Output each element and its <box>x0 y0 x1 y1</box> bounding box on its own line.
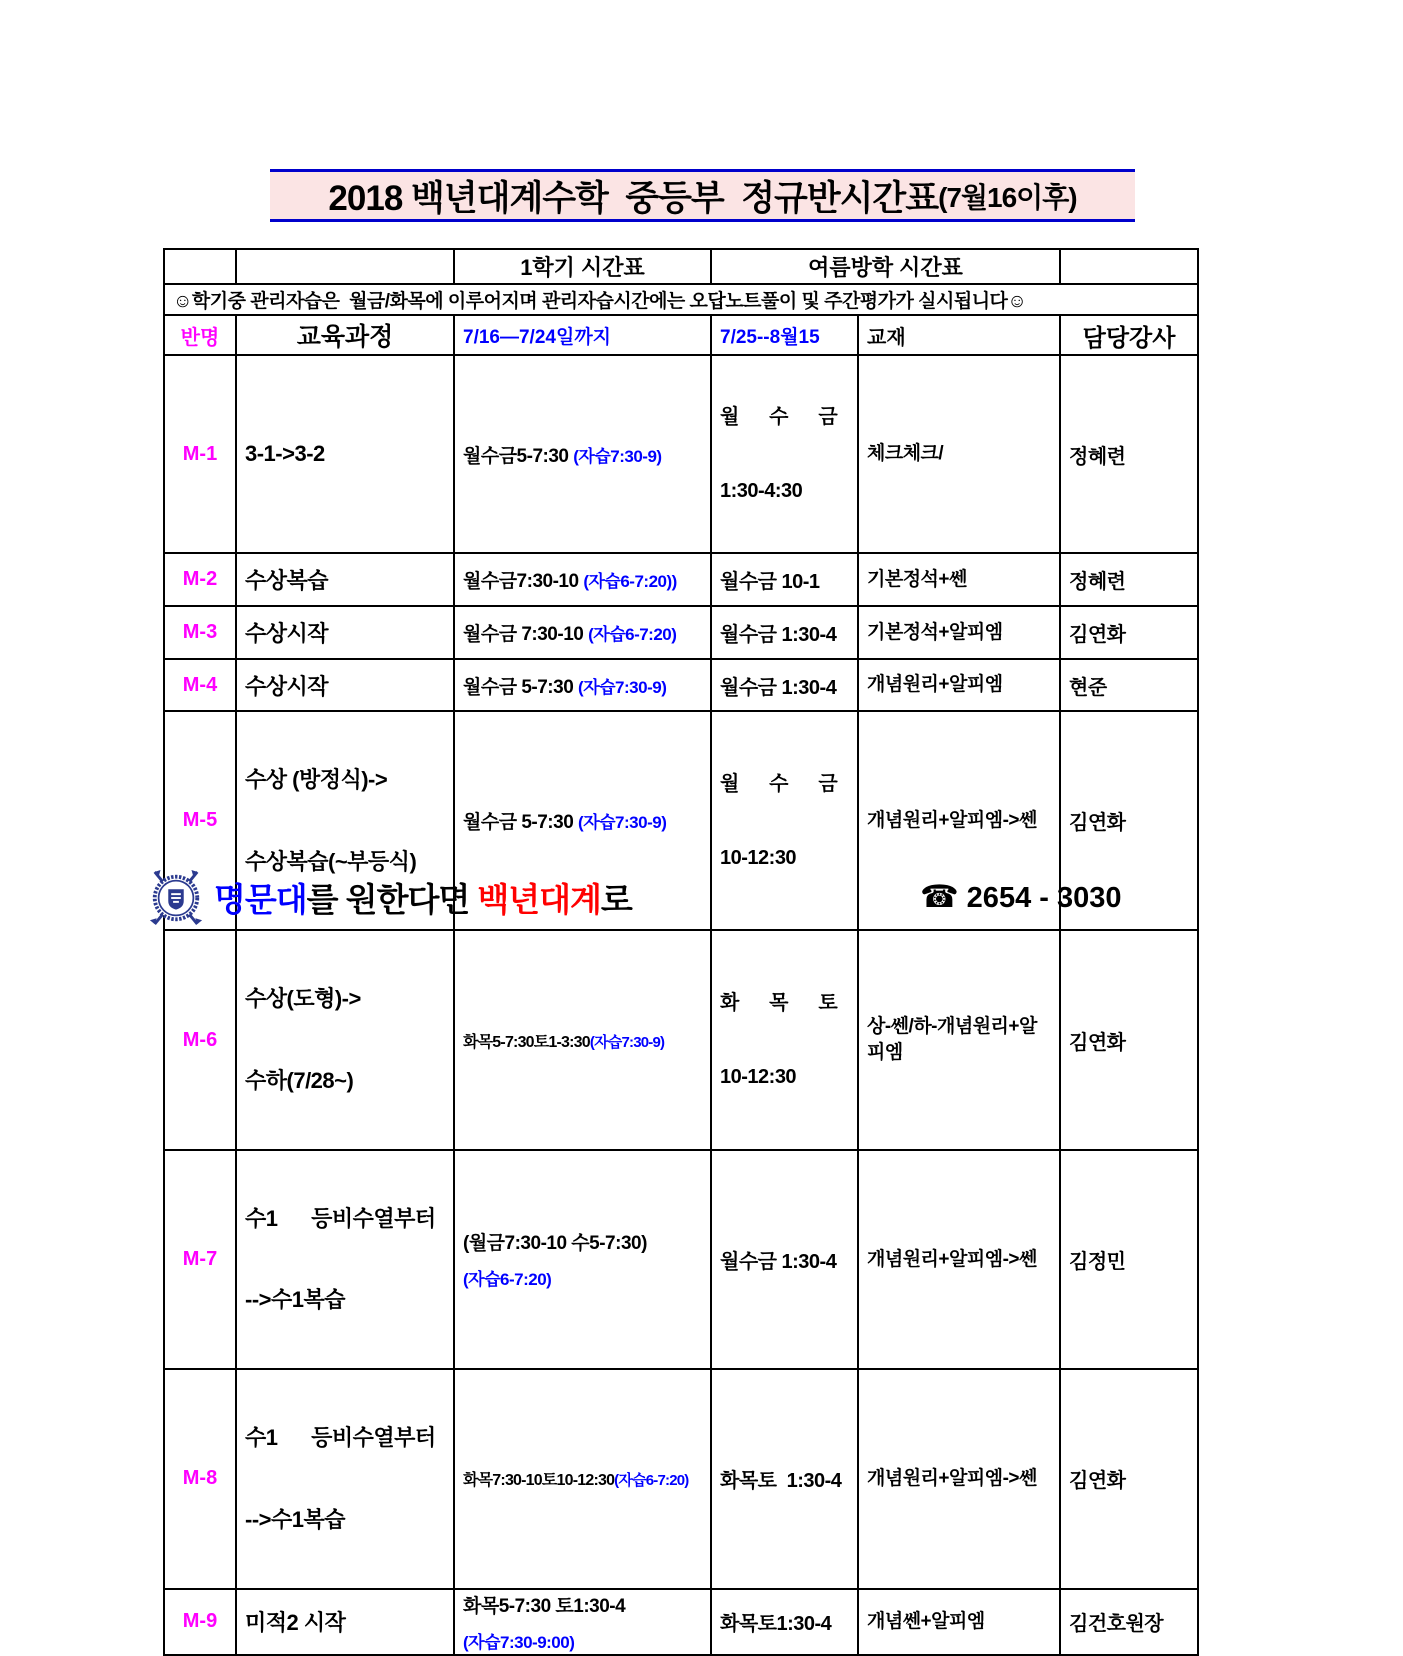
semester1-schedule-cell <box>454 1150 711 1369</box>
page-title: 2018 백년대계수학 중등부 정규반시간표 <box>328 178 939 218</box>
course-cell: 미적2 시작 <box>236 1589 454 1655</box>
summer-schedule-cell <box>711 930 858 1149</box>
self-study-time: (자습6-7:20) <box>614 1472 689 1490</box>
summer-time: 10-12:30 <box>720 846 797 869</box>
textbook-cell: 개념원리+알피엠->쎈 <box>858 1369 1060 1588</box>
snu-emblem-logo <box>147 867 205 929</box>
course-column-header: 교육과정 <box>236 315 454 355</box>
summer-schedule-cell: 월수금 10-1 <box>711 553 858 606</box>
semester1-schedule-cell <box>454 1369 711 1588</box>
timetable <box>163 248 1199 1656</box>
summer-schedule-cell: 월수금 1:30-4 <box>711 659 858 711</box>
textbook-cell: 개념원리+알피엠 <box>858 659 1060 711</box>
summer-header: 여름방학 시간표 <box>711 249 1060 284</box>
textbook-cell: 개념원리+알피엠->쎈 <box>858 711 1060 930</box>
schedule-time: 화목5-7:30 토1:30-4 <box>463 1595 626 1617</box>
course-line: 수1 등비수열부터 <box>245 1425 436 1451</box>
teacher-cell: 정혜련 <box>1060 553 1198 606</box>
notice-text: ☺학기중 관리자습은 월금/화목에 이루어지며 관리자습시간에는 오답노트풀이 및 주간평가가 실시됩니다☺ <box>164 284 1198 315</box>
schedule-time: 월수금 5-7:30 <box>463 812 579 834</box>
summer-time: 10-12:30 <box>720 1066 797 1089</box>
title-banner <box>270 169 1135 222</box>
textbook-cell: 개념원리+알피엠->쎈 <box>858 1150 1060 1369</box>
phone-digits: 2654 - 3030 <box>958 882 1122 914</box>
course-line: -->수1복습 <box>245 1506 345 1532</box>
teacher-cell: 김건호원장 <box>1060 1589 1198 1655</box>
teacher-cell: 김정민 <box>1060 1150 1198 1369</box>
summer-days: 월 수 금 <box>720 406 838 428</box>
textbook-cell: 상-쎈/하-개념원리+알피엠 <box>858 930 1060 1149</box>
textbook-cell: 기본정석+쎈 <box>858 553 1060 606</box>
course-line: 수상복습(~부등식) <box>245 848 417 874</box>
footer-slogan <box>214 874 632 921</box>
self-study-time: (자습7:30-9:00) <box>463 1632 575 1652</box>
course-cell: 수상복습 <box>236 553 454 606</box>
self-study-time: (자습7:30-9) <box>589 1033 665 1051</box>
semester1-dates-header: 7/16—7/24일까지 <box>454 315 711 355</box>
top-header-row <box>164 249 1198 284</box>
self-study-time: (자습7:30-9) <box>578 677 667 697</box>
self-study-time: (자습6-7:20) <box>588 625 677 644</box>
teacher-column-header: 담당강사 <box>1060 315 1198 355</box>
table-row <box>164 1369 1198 1588</box>
summer-schedule-cell: 월수금 1:30-4 <box>711 1150 858 1369</box>
schedule-time: 월수금 5-7:30 <box>463 676 579 698</box>
class-name-cell: M-9 <box>164 1589 236 1655</box>
semester1-schedule-cell <box>454 553 711 606</box>
semester1-schedule-cell <box>454 659 711 711</box>
class-name-cell: M-7 <box>164 1150 236 1369</box>
teacher-cell: 현준 <box>1060 659 1198 711</box>
slogan-academy: 백년대계 <box>477 881 601 918</box>
course-cell: 수상시작 <box>236 659 454 711</box>
course-line: -->수1복습 <box>245 1287 345 1313</box>
empty-cell <box>1060 249 1198 284</box>
table-row <box>164 930 1198 1149</box>
semester1-schedule-cell <box>454 1589 711 1655</box>
phone-number <box>920 879 1121 915</box>
table-row <box>164 1150 1198 1369</box>
summer-days: 화 목 토 <box>720 992 838 1015</box>
schedule-time: (월금7:30-10 수5-7:30) <box>463 1233 647 1255</box>
textbook-column-header: 교재 <box>858 315 1060 355</box>
self-study-time: (자습7:30-9) <box>578 813 667 833</box>
summer-days: 월 수 금 <box>720 772 838 795</box>
class-name-cell: M-3 <box>164 606 236 659</box>
summer-schedule-cell: 화목토1:30-4 <box>711 1589 858 1655</box>
course-cell <box>236 1369 454 1588</box>
table-row <box>164 659 1198 711</box>
slogan-text: 를 원한다면 <box>306 881 478 918</box>
schedule-time: 화목5-7:30토1-3:30 <box>463 1033 590 1051</box>
schedule-time: 월수금 7:30-10 <box>463 624 589 645</box>
self-study-time: (자습6-7:20) <box>463 1270 552 1290</box>
teacher-cell: 김연화 <box>1060 711 1198 930</box>
teacher-cell: 김연화 <box>1060 930 1198 1149</box>
schedule-time: 화목7:30-10토10-12:30 <box>463 1472 615 1490</box>
class-column-header: 반명 <box>164 315 236 355</box>
table-row <box>164 606 1198 659</box>
course-cell: 수상시작 <box>236 606 454 659</box>
class-name-cell: M-5 <box>164 711 236 930</box>
empty-cell <box>164 249 236 284</box>
teacher-cell: 김연화 <box>1060 606 1198 659</box>
table-row <box>164 355 1198 553</box>
slogan-text: 로 <box>600 881 632 918</box>
slogan-university: 명문대 <box>214 881 307 918</box>
course-cell: 3-1->3-2 <box>236 355 454 553</box>
semester1-schedule-cell <box>454 930 711 1149</box>
teacher-cell: 김연화 <box>1060 1369 1198 1588</box>
teacher-cell: 정혜련 <box>1060 355 1198 553</box>
summer-dates-header: 7/25--8월15 <box>711 315 858 355</box>
summer-schedule-cell <box>711 355 858 553</box>
semester1-header: 1학기 시간표 <box>454 249 711 284</box>
page-title-suffix: (7월16이후) <box>938 181 1077 213</box>
self-study-time: (자습6-7:20)) <box>583 572 677 591</box>
textbook-cell: 개념쎈+알피엠 <box>858 1589 1060 1655</box>
semester1-schedule-cell <box>454 606 711 659</box>
class-name-cell: M-6 <box>164 930 236 1149</box>
textbook-cell: 체크체크/ <box>858 355 1060 553</box>
table-row <box>164 553 1198 606</box>
class-name-cell: M-1 <box>164 355 236 553</box>
course-cell <box>236 1150 454 1369</box>
class-name-cell: M-2 <box>164 553 236 606</box>
course-line: 수하(7/28~) <box>245 1068 354 1094</box>
empty-cell <box>236 249 454 284</box>
course-line: 수상 (방정식)-> <box>245 767 388 792</box>
self-study-time: (자습7:30-9) <box>573 446 662 466</box>
class-name-cell: M-8 <box>164 1369 236 1588</box>
semester1-schedule-cell <box>454 355 711 553</box>
summer-schedule-cell: 월수금 1:30-4 <box>711 606 858 659</box>
course-cell <box>236 930 454 1149</box>
table-row <box>164 1589 1198 1655</box>
course-line: 수1 등비수열부터 <box>245 1205 436 1231</box>
column-header-row <box>164 315 1198 355</box>
phone-icon: ☎ <box>920 879 959 914</box>
course-line: 수상(도형)-> <box>245 986 361 1012</box>
summer-time: 1:30-4:30 <box>720 480 803 502</box>
summer-schedule-cell: 화목토 1:30-4 <box>711 1369 858 1588</box>
notice-row <box>164 284 1198 315</box>
textbook-cell: 기본정석+알피엠 <box>858 606 1060 659</box>
schedule-time: 월수금7:30-10 <box>463 571 584 592</box>
schedule-time: 월수금5-7:30 <box>463 445 574 467</box>
summer-schedule-cell <box>711 711 858 930</box>
class-name-cell: M-4 <box>164 659 236 711</box>
